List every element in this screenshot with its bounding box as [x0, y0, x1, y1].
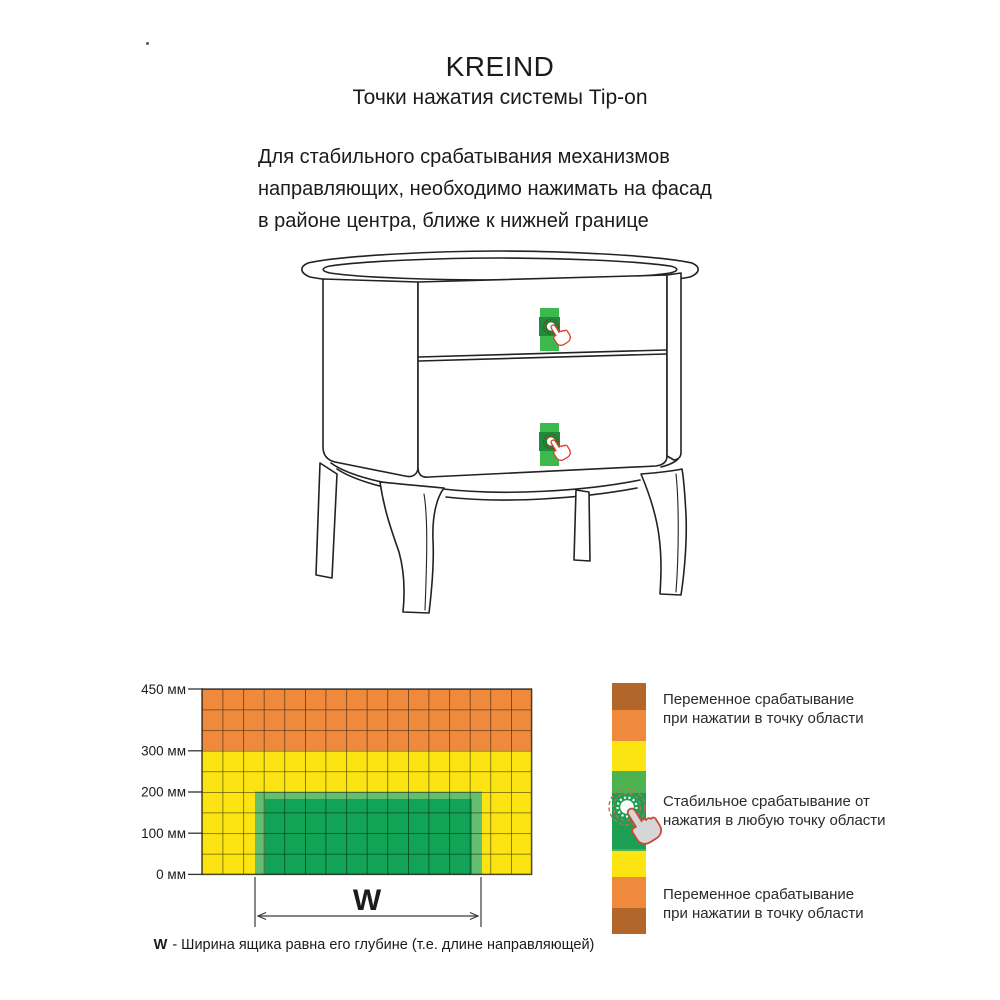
legend-item-bottom [663, 886, 864, 922]
axis-ticks [188, 689, 203, 874]
nightstand-side-panel [323, 279, 418, 477]
intro-paragraph [258, 141, 712, 237]
legend-segment-yellow-bottom [612, 851, 646, 877]
legend-item-top-line2: при нажатии в точку области [663, 710, 864, 727]
grid-lines [202, 689, 532, 874]
axis-label-0: 0 мм [156, 867, 186, 882]
legend-item-middle-line1: Стабильное срабатывание от [663, 793, 870, 810]
front-left-leg [380, 482, 444, 613]
legend-segment-brown-bottom [612, 908, 646, 934]
axis-label-450: 450 мм [141, 682, 186, 697]
legend-item-middle [663, 793, 886, 829]
legend-segment-brown-top [612, 683, 646, 710]
stray-dot [146, 42, 149, 45]
page-subtitle: Точки нажатия системы Tip-on [352, 86, 648, 109]
legend [605, 675, 1000, 940]
nightstand-body [302, 251, 698, 613]
legend-item-bottom-line2: при нажатии в точку области [663, 905, 864, 922]
intro-line-3: в районе центра, ближе к нижней границе [258, 210, 649, 232]
legend-segment-yellow-top [612, 741, 646, 771]
nightstand-illustration [240, 230, 760, 630]
nightstand-right-edge [667, 273, 681, 460]
legend-segment-orange-bottom [612, 877, 646, 908]
axis-label-100: 100 мм [141, 826, 186, 841]
rear-right-leg [574, 490, 590, 561]
rear-left-leg [316, 463, 337, 578]
front-right-leg [641, 469, 686, 595]
w-label: W [352, 884, 382, 917]
legend-item-middle-line2: нажатия в любую точку области [663, 812, 886, 829]
axis-label-200: 200 мм [141, 784, 186, 800]
legend-segment-orange-top [612, 710, 646, 741]
legend-item-top-line1: Переменное срабатывание [663, 691, 855, 708]
intro-line-1: Для стабильного срабатывания механизмов [258, 146, 670, 168]
page-title: KREIND [445, 51, 555, 82]
press-zone-diagram [140, 675, 610, 965]
intro-line-2: направляющих, необходимо нажимать на фасад [258, 178, 712, 200]
w-note [154, 937, 595, 953]
legend-item-top [663, 691, 864, 727]
axis-label-300: 300 мм [141, 743, 186, 759]
w-note-bold: W [153, 937, 168, 953]
w-note-rest: - Ширина ящика равна его глубине (т.е. длине направляющей) [172, 937, 595, 953]
legend-item-bottom-line1: Переменное срабатывание [663, 886, 855, 903]
